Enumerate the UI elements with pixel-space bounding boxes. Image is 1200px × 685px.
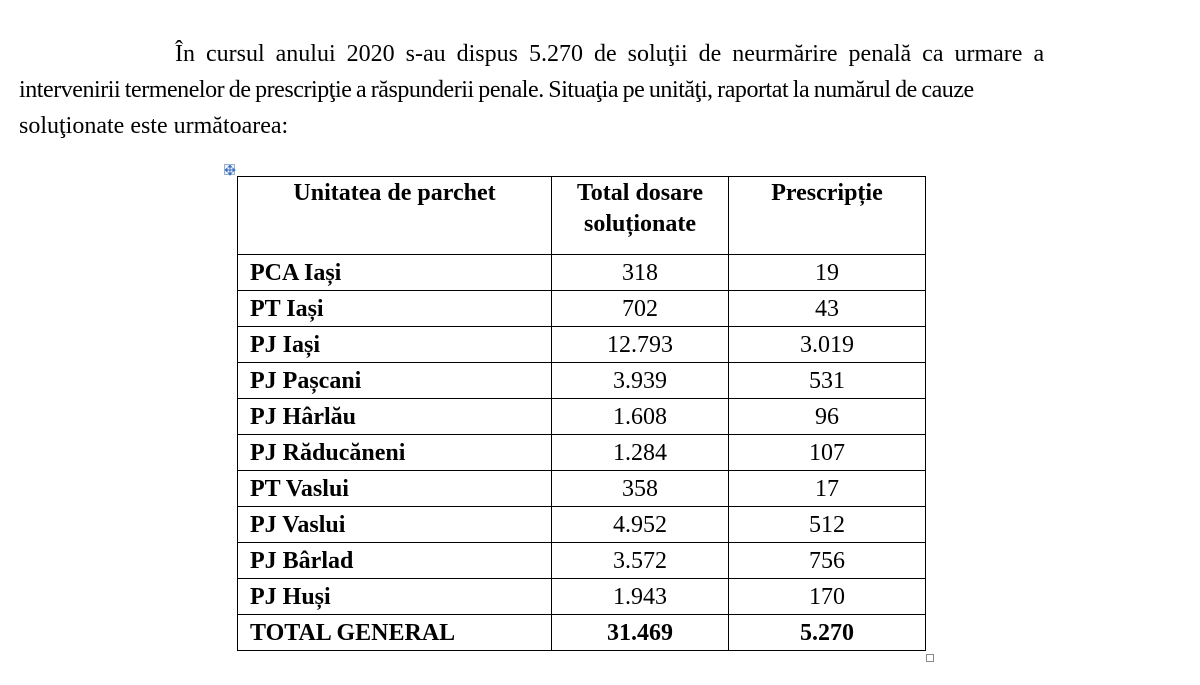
prescriptie-cell: 170 (729, 579, 926, 615)
prescriptie-cell: 107 (729, 435, 926, 471)
unit-cell: PCA Iași (238, 255, 552, 291)
prescriptie-cell: 19 (729, 255, 926, 291)
prescriptie-cell: 531 (729, 363, 926, 399)
table-row (238, 363, 926, 399)
total-cell: 3.939 (552, 363, 729, 399)
table-row (238, 579, 926, 615)
total-cell: 3.572 (552, 543, 729, 579)
unit-cell: PT Iași (238, 291, 552, 327)
table-row (238, 399, 926, 435)
table-row (238, 507, 926, 543)
table-total-row (238, 615, 926, 651)
table-row (238, 327, 926, 363)
unit-cell: PJ Bârlad (238, 543, 552, 579)
total-cell: 358 (552, 471, 729, 507)
table-header-row (238, 177, 926, 255)
paragraph-line: În cursul anului 2020 s-au dispus 5.270 de soluţii de neurmărire penală ca urmare a (175, 41, 1045, 67)
table-row (238, 435, 926, 471)
unit-cell: PJ Iași (238, 327, 552, 363)
prescriptie-cell: 512 (729, 507, 926, 543)
unit-cell: PJ Hârlău (238, 399, 552, 435)
total-cell: 1.284 (552, 435, 729, 471)
prescriptie-cell: 96 (729, 399, 926, 435)
prescriptie-cell: 17 (729, 471, 926, 507)
header-total: Total dosare soluționate (552, 177, 729, 255)
header-unit: Unitatea de parchet (238, 177, 552, 255)
total-prescriptie: 5.270 (729, 615, 926, 651)
prescription-table (237, 176, 926, 651)
total-cell: 702 (552, 291, 729, 327)
total-cell: 1.943 (552, 579, 729, 615)
table-resize-handle-icon[interactable] (926, 654, 934, 662)
prescriptie-cell: 43 (729, 291, 926, 327)
prescriptie-cell: 756 (729, 543, 926, 579)
unit-cell: PT Vaslui (238, 471, 552, 507)
unit-cell: PJ Pașcani (238, 363, 552, 399)
table-row (238, 291, 926, 327)
total-value: 31.469 (552, 615, 729, 651)
table-row (238, 543, 926, 579)
total-label: TOTAL GENERAL (238, 615, 552, 651)
header-prescriptie: Prescripție (729, 177, 926, 255)
paragraph-line: intervenirii termenelor de prescripţie a răspunderii penale. Situaţia pe unităţi, raportat la numărul de cauze (19, 77, 974, 103)
total-cell: 4.952 (552, 507, 729, 543)
table-move-handle-icon[interactable] (224, 164, 235, 175)
table-row (238, 471, 926, 507)
unit-cell: PJ Vaslui (238, 507, 552, 543)
table-row (238, 255, 926, 291)
unit-cell: PJ Răducăneni (238, 435, 552, 471)
paragraph-line: soluţionate este următoarea: (19, 113, 289, 139)
prescriptie-cell: 3.019 (729, 327, 926, 363)
total-cell: 318 (552, 255, 729, 291)
total-cell: 1.608 (552, 399, 729, 435)
intro-paragraph (19, 36, 1146, 144)
total-cell: 12.793 (552, 327, 729, 363)
unit-cell: PJ Huși (238, 579, 552, 615)
